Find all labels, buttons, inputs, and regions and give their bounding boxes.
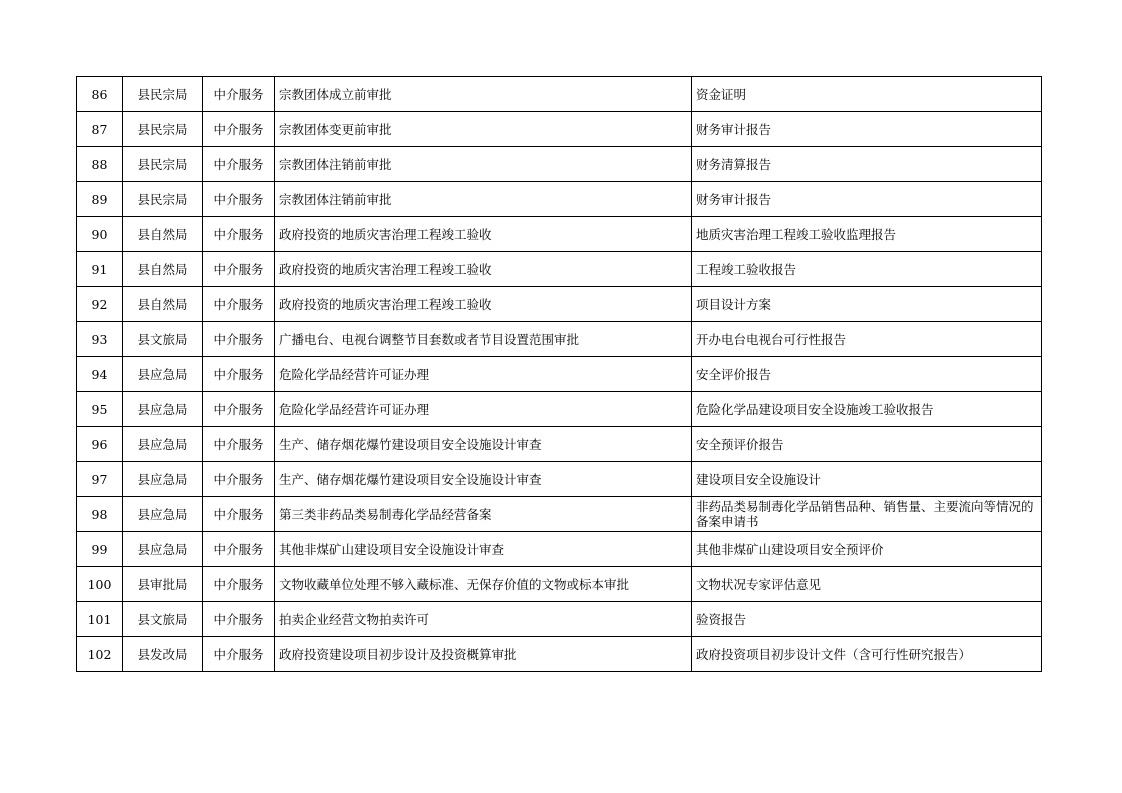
material-cell: 安全评价报告 bbox=[692, 357, 1042, 392]
table-row bbox=[77, 637, 1042, 672]
row-number-cell: 100 bbox=[77, 567, 123, 602]
service-type-cell: 中介服务 bbox=[203, 182, 275, 217]
material-cell: 财务清算报告 bbox=[692, 147, 1042, 182]
service-type-cell: 中介服务 bbox=[203, 462, 275, 497]
approval-item-cell: 其他非煤矿山建设项目安全设施设计审查 bbox=[275, 532, 692, 567]
service-type-cell: 中介服务 bbox=[203, 287, 275, 322]
service-type-cell: 中介服务 bbox=[203, 322, 275, 357]
row-number-cell: 101 bbox=[77, 602, 123, 637]
service-table-body bbox=[77, 77, 1042, 672]
row-number-cell: 97 bbox=[77, 462, 123, 497]
material-cell: 建设项目安全设施设计 bbox=[692, 462, 1042, 497]
row-number-cell: 95 bbox=[77, 392, 123, 427]
table-row bbox=[77, 427, 1042, 462]
table-row bbox=[77, 217, 1042, 252]
department-cell: 县应急局 bbox=[123, 392, 203, 427]
service-type-cell: 中介服务 bbox=[203, 567, 275, 602]
material-cell: 工程竣工验收报告 bbox=[692, 252, 1042, 287]
approval-item-cell: 生产、储存烟花爆竹建设项目安全设施设计审查 bbox=[275, 462, 692, 497]
approval-item-cell: 宗教团体注销前审批 bbox=[275, 147, 692, 182]
approval-item-cell: 政府投资的地质灾害治理工程竣工验收 bbox=[275, 252, 692, 287]
department-cell: 县民宗局 bbox=[123, 147, 203, 182]
table-row bbox=[77, 252, 1042, 287]
approval-item-cell: 政府投资建设项目初步设计及投资概算审批 bbox=[275, 637, 692, 672]
row-number-cell: 86 bbox=[77, 77, 123, 112]
material-cell: 项目设计方案 bbox=[692, 287, 1042, 322]
material-cell: 财务审计报告 bbox=[692, 182, 1042, 217]
material-cell: 财务审计报告 bbox=[692, 112, 1042, 147]
table-row bbox=[77, 497, 1042, 532]
row-number-cell: 96 bbox=[77, 427, 123, 462]
row-number-cell: 91 bbox=[77, 252, 123, 287]
service-type-cell: 中介服务 bbox=[203, 392, 275, 427]
department-cell: 县民宗局 bbox=[123, 77, 203, 112]
material-cell: 开办电台电视台可行性报告 bbox=[692, 322, 1042, 357]
service-type-cell: 中介服务 bbox=[203, 357, 275, 392]
table-row bbox=[77, 532, 1042, 567]
department-cell: 县发改局 bbox=[123, 637, 203, 672]
material-cell: 验资报告 bbox=[692, 602, 1042, 637]
department-cell: 县应急局 bbox=[123, 532, 203, 567]
table-row bbox=[77, 567, 1042, 602]
material-cell: 政府投资项目初步设计文件（含可行性研究报告） bbox=[692, 637, 1042, 672]
service-type-cell: 中介服务 bbox=[203, 252, 275, 287]
row-number-cell: 89 bbox=[77, 182, 123, 217]
department-cell: 县民宗局 bbox=[123, 182, 203, 217]
row-number-cell: 92 bbox=[77, 287, 123, 322]
department-cell: 县审批局 bbox=[123, 567, 203, 602]
approval-item-cell: 第三类非药品类易制毒化学品经营备案 bbox=[275, 497, 692, 532]
service-type-cell: 中介服务 bbox=[203, 217, 275, 252]
row-number-cell: 87 bbox=[77, 112, 123, 147]
material-cell: 危险化学品建设项目安全设施竣工验收报告 bbox=[692, 392, 1042, 427]
approval-item-cell: 宗教团体成立前审批 bbox=[275, 77, 692, 112]
table-row bbox=[77, 112, 1042, 147]
row-number-cell: 93 bbox=[77, 322, 123, 357]
table-row bbox=[77, 392, 1042, 427]
material-cell: 安全预评价报告 bbox=[692, 427, 1042, 462]
approval-item-cell: 文物收藏单位处理不够入藏标准、无保存价值的文物或标本审批 bbox=[275, 567, 692, 602]
row-number-cell: 94 bbox=[77, 357, 123, 392]
approval-item-cell: 政府投资的地质灾害治理工程竣工验收 bbox=[275, 287, 692, 322]
table-row bbox=[77, 77, 1042, 112]
service-type-cell: 中介服务 bbox=[203, 532, 275, 567]
approval-item-cell: 拍卖企业经营文物拍卖许可 bbox=[275, 602, 692, 637]
approval-item-cell: 危险化学品经营许可证办理 bbox=[275, 357, 692, 392]
department-cell: 县文旅局 bbox=[123, 602, 203, 637]
material-cell: 其他非煤矿山建设项目安全预评价 bbox=[692, 532, 1042, 567]
department-cell: 县自然局 bbox=[123, 252, 203, 287]
service-type-cell: 中介服务 bbox=[203, 427, 275, 462]
service-type-cell: 中介服务 bbox=[203, 637, 275, 672]
department-cell: 县应急局 bbox=[123, 427, 203, 462]
approval-item-cell: 广播电台、电视台调整节目套数或者节目设置范围审批 bbox=[275, 322, 692, 357]
material-cell: 资金证明 bbox=[692, 77, 1042, 112]
department-cell: 县应急局 bbox=[123, 462, 203, 497]
service-type-cell: 中介服务 bbox=[203, 602, 275, 637]
service-type-cell: 中介服务 bbox=[203, 112, 275, 147]
approval-item-cell: 宗教团体注销前审批 bbox=[275, 182, 692, 217]
service-type-cell: 中介服务 bbox=[203, 497, 275, 532]
row-number-cell: 99 bbox=[77, 532, 123, 567]
material-cell: 文物状况专家评估意见 bbox=[692, 567, 1042, 602]
table-row bbox=[77, 287, 1042, 322]
approval-item-cell: 危险化学品经营许可证办理 bbox=[275, 392, 692, 427]
table-row bbox=[77, 462, 1042, 497]
material-cell: 地质灾害治理工程竣工验收监理报告 bbox=[692, 217, 1042, 252]
table-row bbox=[77, 322, 1042, 357]
table-row bbox=[77, 602, 1042, 637]
row-number-cell: 88 bbox=[77, 147, 123, 182]
table-row bbox=[77, 182, 1042, 217]
service-type-cell: 中介服务 bbox=[203, 147, 275, 182]
row-number-cell: 102 bbox=[77, 637, 123, 672]
department-cell: 县自然局 bbox=[123, 287, 203, 322]
department-cell: 县文旅局 bbox=[123, 322, 203, 357]
approval-item-cell: 宗教团体变更前审批 bbox=[275, 112, 692, 147]
table-row bbox=[77, 147, 1042, 182]
department-cell: 县应急局 bbox=[123, 357, 203, 392]
row-number-cell: 90 bbox=[77, 217, 123, 252]
material-cell: 非药品类易制毒化学品销售品种、销售量、主要流向等情况的备案申请书 bbox=[692, 497, 1042, 532]
table-row bbox=[77, 357, 1042, 392]
department-cell: 县应急局 bbox=[123, 497, 203, 532]
approval-item-cell: 生产、储存烟花爆竹建设项目安全设施设计审查 bbox=[275, 427, 692, 462]
department-cell: 县自然局 bbox=[123, 217, 203, 252]
service-table bbox=[76, 76, 1042, 672]
department-cell: 县民宗局 bbox=[123, 112, 203, 147]
row-number-cell: 98 bbox=[77, 497, 123, 532]
service-type-cell: 中介服务 bbox=[203, 77, 275, 112]
approval-item-cell: 政府投资的地质灾害治理工程竣工验收 bbox=[275, 217, 692, 252]
